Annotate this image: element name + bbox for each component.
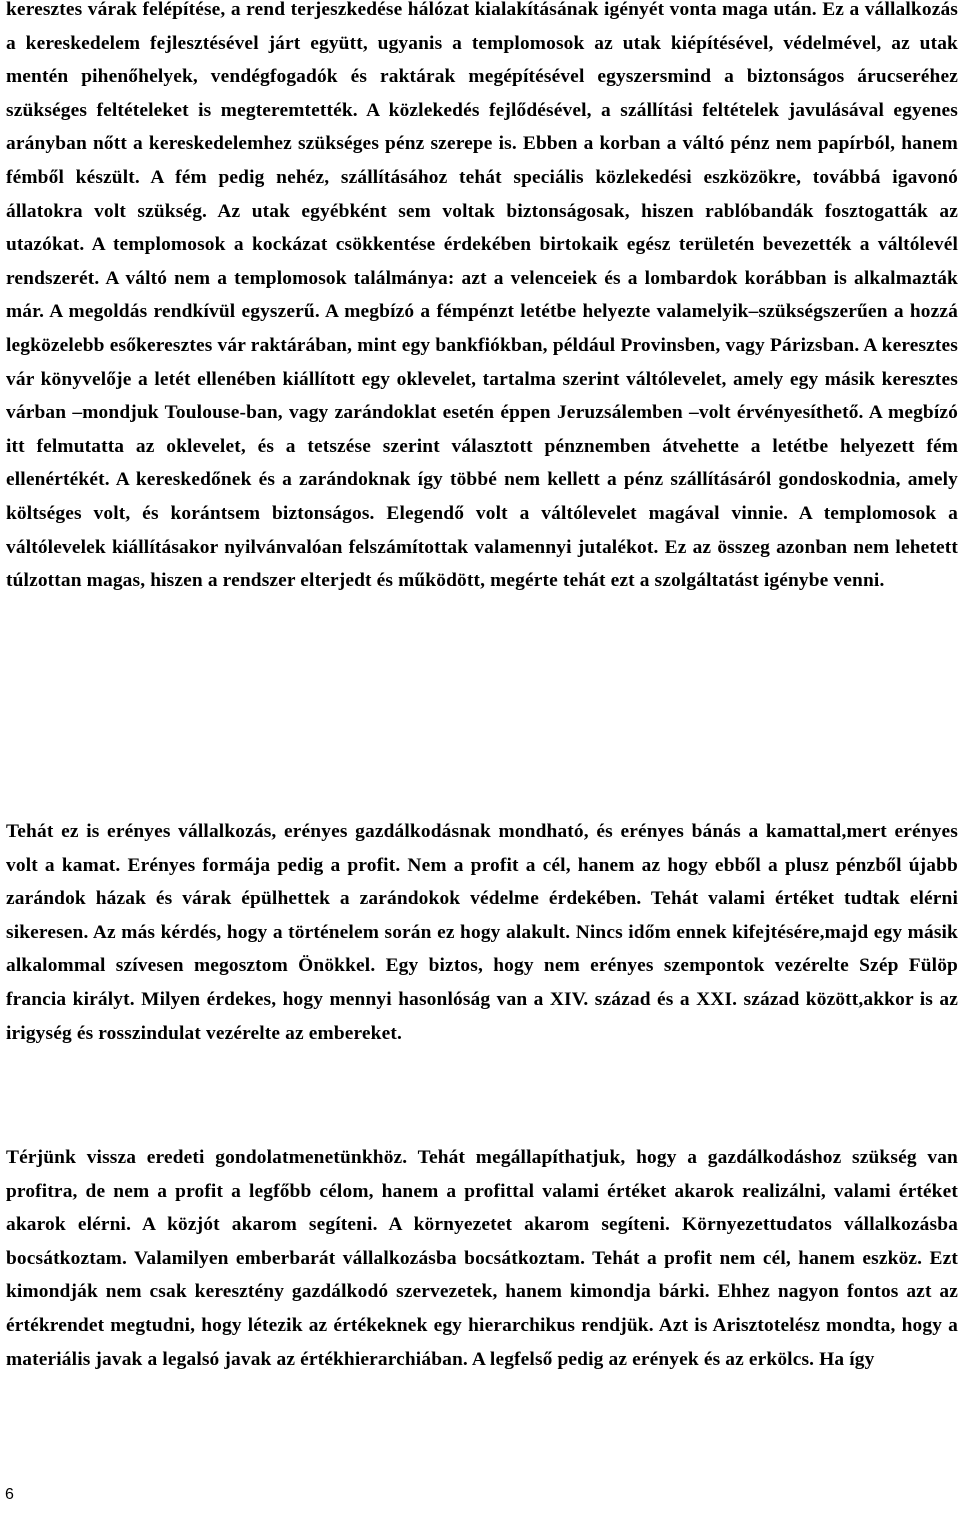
paragraph-profit-as-means: Térjünk vissza eredeti gondolatmenetünkhöz. Tehát megállapíthatjuk, hogy a gazdálkodáshoz szükség van profitra, de nem a profit a legfőbb célom, hanem a profittal valami értéket akarok realizálni, valami értéket akarok elérni. A közjót akarom segíteni. A környezetet akarom segíteni. Környezettudatos vállalkozásba bocsátkoztam. Valamilyen emberbarát vállalkozásba bocsátkoztam. Tehát a profit nem cél, hanem eszköz. Ezt kimondják nem csak keresztény gazdálkodó szervezetek, hanem kimondja bárki. Ehhez nagyon fontos azt az értékrendet megtudni, hogy létezik az értékeknek egy hierarchikus rendjük. Azt is Arisztotelész mondta, hogy a materiális javak a legalsó javak az értékhierarchiában. A legfelső pedig az erények és az erkölcs. Ha így (6, 1147, 958, 1370)
paragraph-virtuous-enterprise: Tehát ez is erényes vállalkozás, erényes gazdálkodásnak mondható, és erényes bánás a kamattal,mert erényes volt a kamat. Erényes formája pedig a profit. Nem a profit a cél, hanem az hogy ebből a plusz pénzből újabb zarándok házak és várak épülhettek a zarándokok védelme érdekében. Tehát valami értéket tudtak elérni sikeresen. Az más kérdés, hogy a történelem során ez hogy alakult. Nincs időm ennek kifejtésére,majd egy másik alkalommal szívesen megosztom Önökkel. Egy biztos, hogy nem erényes szempontok vezérelte Szép Fülöp francia királyt. Milyen érdekes, hogy mennyi hasonlóság van a XIV. század és a XXI. század között,akkor is az irigység és rosszindulat vezérelte az embereket. (6, 821, 958, 1044)
page-number: 6 (5, 1486, 14, 1503)
paragraph-templar-bills-of-exchange: keresztes várak felépítése, a rend terjeszkedése hálózat kialakításának igényét vonta maga után. Ez a vállalkozás a kereskedelem fejlesztésével járt együtt, ugyanis a templomosok az utak kiépítésével, védelmével, az utak mentén pihenőhelyek, vendégfogadók és raktárak megépítésével egyszersmind a biztonságos árucseréhez szükséges feltételeket is megteremtették. A közlekedés fejlődésével, a szállítási feltételek javulásával egyenes arányban nőtt a kereskedelemhez szükséges pénz szerepe is. Ebben a korban a váltó pénz nem papírból, hanem fémből készült. A fém pedig nehéz, szállításához tehát speciális közlekedési eszközökre, továbbá igavonó állatokra volt szükség. Az utak egyébként sem voltak biztonságosak, hiszen rablóbandák fosztogatták az utazókat. A templomosok a kockázat csökkentése érdekében birtokaik egész területén bevezették a váltólevél rendszerét. A váltó nem a templomosok találmánya: azt a velenceiek és a lombardok korábban is alkalmazták már. A megoldás rendkívül egyszerű. A megbízó a fémpénzt letétbe helyezte valamelyik–szükségszerűen a hozzá legközelebb esőkeresztes vár raktárában, mint egy bankfiókban, például Provinsben, vagy Párizsban. A keresztes vár könyvelője a letét ellenében kiállított egy oklevelet, tartalma szerint váltólevelet, amely egy másik keresztes várban –mondjuk Toulouse-ban, vagy zarándoklat esetén éppen Jeruzsálemben –volt érvényesíthető. A megbízó itt felmutatta az oklevelet, és a tetszése szerint választott pénznemben átvehette a letétbe helyezett fém ellenértékét. A kereskedőnek és a zarándoknak így többé nem kellett a pénz szállításáról gondoskodnia, amely költséges volt, és korántsem biztonságos. Elegendő volt a váltólevelet magával vinnie. A templomosok a váltólevelek kiállításakor nyilvánvalóan felszámítottak valamennyi jutalékot. Ez az összeg azonban nem lehetett túlzottan magas, hiszen a rendszer elterjedt és működött, megérte tehát ezt a szolgáltatást igénybe venni. (6, 0, 958, 592)
